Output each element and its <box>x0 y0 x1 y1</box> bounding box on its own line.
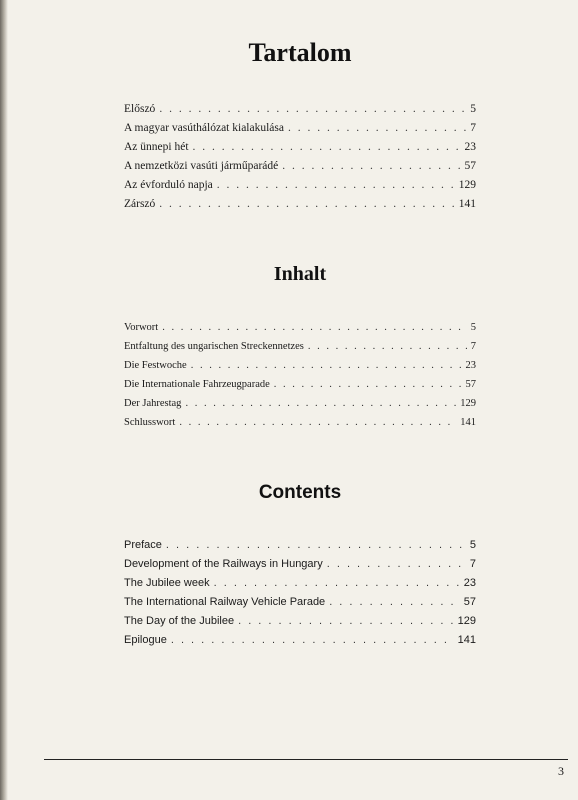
toc-entry <box>124 337 476 356</box>
footer-rule <box>44 759 568 760</box>
toc-section-hungarian <box>124 38 476 214</box>
entry-page: 5 <box>470 322 476 333</box>
entry-page: 23 <box>463 577 476 589</box>
toc-entry <box>124 375 476 394</box>
entry-page: 23 <box>465 360 476 371</box>
toc-list-hungarian <box>124 100 476 214</box>
heading-contents: Contents <box>258 482 342 503</box>
entry-page: 5 <box>470 103 476 115</box>
leader-dots <box>217 176 455 195</box>
entry-title: The International Railway Vehicle Parade <box>124 596 326 608</box>
page-binding-edge <box>0 0 8 800</box>
toc-entry <box>124 612 476 631</box>
entry-page: 57 <box>465 379 476 390</box>
entry-title: The Day of the Jubilee <box>124 615 235 627</box>
entry-title: Entfaltung des ungarischen Streckennetzes <box>124 341 304 352</box>
leader-dots <box>159 100 466 119</box>
entry-title: Előszó <box>124 103 156 115</box>
entry-page: 129 <box>460 398 476 409</box>
toc-list-english <box>124 536 476 650</box>
leader-dots <box>288 119 466 138</box>
entry-title: Vorwort <box>124 322 159 333</box>
entry-title: Schlusswort <box>124 417 176 428</box>
entry-page: 23 <box>464 141 476 153</box>
entry-page: 141 <box>458 198 476 210</box>
entry-title: A magyar vasúthálózat kialakulása <box>124 122 284 134</box>
entry-page: 129 <box>457 615 476 627</box>
entry-page: 141 <box>460 417 476 428</box>
toc-entry <box>124 356 476 375</box>
entry-page: 129 <box>458 179 476 191</box>
entry-title: Az évforduló napja <box>124 179 213 191</box>
entry-title: A nemzetközi vasúti járműparádé <box>124 160 279 172</box>
toc-entry <box>124 195 476 214</box>
toc-entry <box>124 555 476 574</box>
toc-entry <box>124 631 476 650</box>
toc-entry <box>124 394 476 413</box>
leader-dots <box>159 195 454 214</box>
entry-page: 5 <box>469 539 476 551</box>
leader-dots <box>191 356 462 375</box>
toc-entry <box>124 593 476 612</box>
toc-entry <box>124 413 476 432</box>
entry-page: 7 <box>469 558 476 570</box>
entry-title: Preface <box>124 539 162 551</box>
entry-title: Az ünnepi hét <box>124 141 189 153</box>
leader-dots <box>171 631 454 650</box>
entry-title: Die Festwoche <box>124 360 187 371</box>
toc-entry <box>124 574 476 593</box>
entry-page: 7 <box>470 341 476 352</box>
toc-entry <box>124 157 476 176</box>
leader-dots <box>193 138 461 157</box>
heading-tartalom: Tartalom <box>248 38 352 67</box>
toc-entry <box>124 176 476 195</box>
entry-title: The Jubilee week <box>124 577 210 589</box>
entry-page: 141 <box>457 634 476 646</box>
entry-title: Epilogue <box>124 634 167 646</box>
toc-entry <box>124 536 476 555</box>
leader-dots <box>214 574 460 593</box>
leader-dots <box>166 536 466 555</box>
toc-entry <box>124 119 476 138</box>
leader-dots <box>179 413 456 432</box>
page-number: 3 <box>558 764 564 778</box>
entry-page: 57 <box>464 160 476 172</box>
leader-dots <box>238 612 454 631</box>
toc-entry <box>124 318 476 337</box>
leader-dots <box>308 337 467 356</box>
entry-title: Der Jahrestag <box>124 398 182 409</box>
heading-inhalt: Inhalt <box>273 263 327 285</box>
entry-page: 57 <box>463 596 476 608</box>
leader-dots <box>329 593 460 612</box>
leader-dots <box>282 157 460 176</box>
toc-section-german <box>124 262 476 432</box>
leader-dots <box>162 318 467 337</box>
entry-title: Zárszó <box>124 198 156 210</box>
leader-dots <box>274 375 462 394</box>
entry-title: Die Internationale Fahrzeugparade <box>124 379 270 390</box>
toc-entry <box>124 138 476 157</box>
toc-entry <box>124 100 476 119</box>
entry-title: Development of the Railways in Hungary <box>124 558 323 570</box>
leader-dots <box>327 555 466 574</box>
toc-section-english <box>124 482 476 650</box>
leader-dots <box>185 394 456 413</box>
toc-list-german <box>124 318 476 432</box>
entry-page: 7 <box>470 122 476 134</box>
